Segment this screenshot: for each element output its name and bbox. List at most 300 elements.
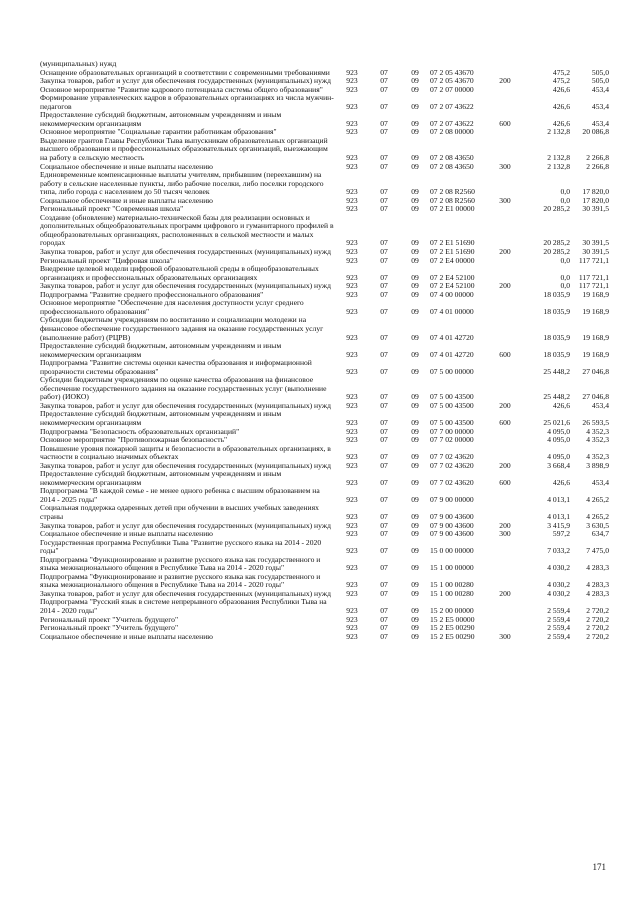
- row-code-vr: [490, 573, 520, 590]
- row-amount-1: 2 132,8: [547, 161, 570, 171]
- row-amount-2: 4 283,3: [586, 563, 609, 573]
- row-code-rz: 07: [380, 238, 388, 248]
- row-code-gr: 923: [346, 161, 358, 171]
- table-row: [40, 111, 609, 128]
- table-row: [40, 445, 609, 462]
- table-row: [40, 376, 609, 402]
- row-amount-2: 4 352,3: [586, 426, 609, 436]
- row-amount-1: 0,0: [560, 281, 570, 291]
- row-code-rz: 07: [380, 477, 388, 487]
- row-name: Подпрограмма "Русский язык в системе непрерывного образования Республики Тыва на 2014 - 2020 годы": [40, 597, 327, 615]
- row-code-pr: 09: [411, 477, 419, 487]
- row-name: Предоставление субсидий бюджетным, автономным учреждениям и иным некоммерческим организациям: [40, 110, 282, 128]
- table-row: [40, 171, 609, 197]
- row-code-vr: [490, 376, 520, 402]
- row-name: Оснащение образовательных организаций в соответствии с современными требованиями: [40, 67, 330, 77]
- row-code-vr: 200: [499, 400, 511, 410]
- table-row: [40, 633, 609, 642]
- row-code-vr: [490, 171, 520, 197]
- row-amount-2: 453,4: [591, 118, 609, 128]
- row-code-rz: 07: [380, 76, 388, 86]
- row-amount-1: 20 285,2: [543, 238, 570, 248]
- row-code-csr: 07 2 E4 52100: [430, 272, 475, 282]
- row-name: Основное мероприятие "Обеспечение для населения доступности услуг среднего профессионального образования": [40, 298, 304, 316]
- row-code-pr: 09: [411, 255, 419, 265]
- row-amount-1: 2 132,8: [547, 127, 570, 137]
- row-amount-2: 4 352,3: [586, 435, 609, 445]
- row-amount-2: 2 266,8: [586, 153, 609, 163]
- table-row: [40, 316, 609, 342]
- table-row: [40, 487, 609, 504]
- row-code-pr: 09: [411, 84, 419, 94]
- row-amount-2: 26 593,5: [582, 417, 609, 427]
- row-code-rz: 07: [380, 289, 388, 299]
- row-amount-1: 4 030,2: [547, 563, 570, 573]
- row-amount-1: 20 285,2: [543, 204, 570, 214]
- row-amount-2: 30 391,5: [582, 238, 609, 248]
- row-code-rz: 07: [380, 84, 388, 94]
- row-code-rz: 07: [380, 494, 388, 504]
- row-code-pr: 09: [411, 588, 419, 598]
- row-code-rz: 07: [380, 452, 388, 462]
- row-amount-1: 2 559,4: [547, 631, 570, 641]
- row-code-rz: 07: [380, 580, 388, 590]
- row-code-rz: 07: [380, 101, 388, 111]
- row-code-rz: 07: [380, 366, 388, 376]
- row-code-gr: 923: [346, 272, 358, 282]
- row-code-csr: 07 2 08 43650: [430, 161, 474, 171]
- row-code-gr: 923: [346, 529, 358, 539]
- row-amount-2: 453,4: [591, 477, 609, 487]
- row-amount-2: 453,4: [591, 84, 609, 94]
- row-name: Предоставление субсидий бюджетным, автономным учреждениям и иным некоммерческим организациям: [40, 409, 282, 427]
- row-code-csr: 07 7 02 43620: [430, 452, 474, 462]
- row-name: Региональный проект "Учитель будущего": [40, 614, 179, 624]
- row-name: Закупка товаров, работ и услуг для обеспечения государственных (муниципальных) нужд: [40, 247, 331, 257]
- row-name: Основное мероприятие "Социальные гарантии работникам образования": [40, 127, 277, 137]
- row-code-vr: 300: [499, 161, 511, 171]
- row-code-rz: 07: [380, 631, 388, 641]
- row-code-pr: 09: [411, 281, 419, 291]
- row-code-csr: 15 2 E5 00290: [430, 631, 475, 641]
- row-code-pr: 09: [411, 563, 419, 573]
- row-code-vr: 200: [499, 460, 511, 470]
- row-amount-2: 30 391,5: [582, 247, 609, 257]
- row-code-csr: 07 5 00 43500: [430, 417, 474, 427]
- row-amount-2: 4 265,2: [586, 494, 609, 504]
- row-amount-1: 2 559,4: [547, 623, 570, 633]
- row-code-gr: 923: [346, 520, 358, 530]
- row-code-csr: 07 2 08 R2560: [430, 187, 475, 197]
- row-amount-1: 18 035,9: [543, 332, 570, 342]
- row-code-pr: 09: [411, 118, 419, 128]
- row-code-gr: 923: [346, 606, 358, 615]
- row-code-csr: 07 2 07 43622: [430, 118, 474, 128]
- row-code-gr: 923: [346, 631, 358, 641]
- row-code-rz: 07: [380, 460, 388, 470]
- table-row: [40, 265, 609, 282]
- row-amount-2: 19 168,9: [582, 306, 609, 316]
- row-code-rz: 07: [380, 118, 388, 128]
- row-name: Предоставление субсидий бюджетным, автономным учреждениям и иным некоммерческим организациям: [40, 469, 282, 487]
- row-amount-2: 2 266,8: [586, 161, 609, 171]
- row-code-gr: 923: [346, 187, 358, 197]
- row-amount-2: 30 391,5: [582, 204, 609, 214]
- row-code-gr: 923: [346, 452, 358, 462]
- row-code-rz: 07: [380, 195, 388, 205]
- row-amount-1: 3 668,4: [547, 460, 570, 470]
- row-code-csr: 15 0 00 00000: [430, 546, 474, 556]
- row-code-pr: 09: [411, 76, 419, 86]
- budget-table-body: [40, 60, 609, 641]
- row-code-gr: 923: [346, 417, 358, 427]
- row-code-csr: 15 1 00 00280: [430, 588, 474, 598]
- row-name: Подпрограмма "Развитие системы оценки качества образования и информационной прозрачности системы образования": [40, 358, 312, 376]
- row-amount-1: 4 095,0: [547, 452, 570, 462]
- row-code-rz: 07: [380, 306, 388, 316]
- row-code-csr: 15 1 00 00280: [430, 580, 474, 590]
- row-name: Социальное обеспечение и иные выплаты населению: [40, 195, 213, 205]
- row-code-pr: 09: [411, 161, 419, 171]
- row-code-gr: 923: [346, 366, 358, 376]
- row-code-vr: [490, 428, 520, 437]
- row-name: Внедрение целевой модели цифровой образовательной среды в общеобразовательных организациях и профессиональных образовательных организациях: [40, 264, 319, 282]
- row-code-csr: 07 2 08 00000: [430, 127, 474, 137]
- row-name: Формирование управленческих кадров в образовательных организациях из числа мужчин-педагогов: [40, 93, 334, 111]
- row-code-rz: 07: [380, 255, 388, 265]
- row-code-rz: 07: [380, 417, 388, 427]
- row-code-pr: 09: [411, 460, 419, 470]
- row-code-vr: 200: [499, 588, 511, 598]
- page-number: 171: [592, 862, 606, 872]
- row-amount-2: 2 720,2: [586, 631, 609, 641]
- row-code-pr: 09: [411, 195, 419, 205]
- row-code-vr: 200: [499, 76, 511, 86]
- row-code-vr: 200: [499, 247, 511, 257]
- row-code-pr: 09: [411, 580, 419, 590]
- row-amount-2: 4 265,2: [586, 511, 609, 521]
- row-code-pr: 09: [411, 400, 419, 410]
- row-amount-1: 426,6: [552, 400, 570, 410]
- row-amount-1: 2 559,4: [547, 606, 570, 615]
- row-code-pr: 09: [411, 349, 419, 359]
- row-code-gr: 923: [346, 306, 358, 316]
- row-code-gr: 923: [346, 238, 358, 248]
- row-code-vr: [490, 60, 520, 69]
- row-amount-2: 2 720,2: [586, 623, 609, 633]
- row-code-gr: 923: [346, 477, 358, 487]
- row-code-rz: 07: [380, 187, 388, 197]
- budget-table: [40, 60, 609, 641]
- row-code-gr: 923: [346, 588, 358, 598]
- row-code-rz: 07: [380, 281, 388, 291]
- row-code-gr: 923: [346, 127, 358, 137]
- table-row: [40, 598, 609, 615]
- row-amount-2: 505,0: [591, 67, 609, 77]
- row-amount-1: 4 030,2: [547, 580, 570, 590]
- row-code-gr: 923: [346, 101, 358, 111]
- row-amount-1: 475,2: [552, 67, 570, 77]
- row-code-vr: [490, 137, 520, 163]
- row-amount-1: 18 035,9: [543, 349, 570, 359]
- row-name: Закупка товаров, работ и услуг для обеспечения государственных (муниципальных) нужд: [40, 281, 331, 291]
- row-code-pr: 09: [411, 101, 419, 111]
- row-amount-2: 3 630,5: [586, 520, 609, 530]
- row-code-pr: 09: [411, 520, 419, 530]
- row-code-pr: 09: [411, 435, 419, 445]
- row-code-csr: 07 9 00 43600: [430, 511, 474, 521]
- row-amount-1: 18 035,9: [543, 306, 570, 316]
- row-code-pr: 09: [411, 494, 419, 504]
- row-code-gr: 923: [346, 623, 358, 633]
- row-name: Социальное обеспечение и иные выплаты населению: [40, 161, 213, 171]
- row-code-rz: 07: [380, 563, 388, 573]
- row-code-vr: [490, 265, 520, 282]
- table-row: [40, 342, 609, 359]
- row-name: Государственная программа Республики Тыва "Развитие русского языка на 2014 - 2020 годы": [40, 537, 322, 556]
- row-code-gr: 923: [346, 289, 358, 299]
- row-code-vr: 600: [499, 349, 511, 359]
- row-amount-1: 475,2: [552, 76, 570, 86]
- row-amount-1: 2 559,4: [547, 614, 570, 624]
- row-amount-2: 7 475,0: [586, 546, 609, 556]
- row-code-gr: 923: [346, 494, 358, 504]
- row-name: Субсидии бюджетным учреждениям по оценке качества образования на финансовое обеспечение государственного задания на оказание государственных услуг (выполнение работ) (ИОКО): [40, 375, 327, 402]
- row-code-pr: 09: [411, 511, 419, 521]
- row-amount-2: 19 168,9: [582, 289, 609, 299]
- row-code-pr: 09: [411, 529, 419, 539]
- row-code-csr: 15 2 00 00000: [430, 606, 474, 615]
- row-amount-2: 505,0: [591, 76, 609, 86]
- row-name: Закупка товаров, работ и услуг для обеспечения государственных (муниципальных) нужд: [40, 520, 331, 530]
- row-amount-1: 4 095,0: [547, 435, 570, 445]
- row-amount-1: 25 448,2: [543, 366, 570, 376]
- row-code-vr: 300: [499, 195, 511, 205]
- row-code-gr: 923: [346, 247, 358, 257]
- row-amount-1: 4 013,1: [547, 494, 570, 504]
- row-code-csr: 07 2 07 00000: [430, 84, 474, 94]
- row-name: Региональный проект "Цифровая школа": [40, 255, 173, 265]
- row-code-vr: [490, 539, 520, 556]
- row-amount-1: 7 033,2: [547, 546, 570, 556]
- row-name: Закупка товаров, работ и услуг для обеспечения государственных (муниципальных) нужд: [40, 400, 331, 410]
- row-code-pr: 09: [411, 546, 419, 556]
- row-code-vr: [490, 214, 520, 248]
- row-code-csr: 15 2 E5 00290: [430, 623, 475, 633]
- row-amount-1: 20 285,2: [543, 247, 570, 257]
- row-code-rz: 07: [380, 204, 388, 214]
- row-code-csr: 15 2 E5 00000: [430, 614, 475, 624]
- row-amount-2: 4 283,3: [586, 580, 609, 590]
- row-code-rz: 07: [380, 614, 388, 624]
- row-code-csr: 07 4 01 00000: [430, 306, 474, 316]
- row-name: Подпрограмма "В каждой семье - не менее одного ребенка с высшим образованием на 2014 - 2025 годы": [40, 486, 320, 504]
- row-amount-2: 3 898,9: [586, 460, 609, 470]
- row-code-gr: 923: [346, 195, 358, 205]
- row-amount-1: 426,6: [552, 477, 570, 487]
- row-code-gr: 923: [346, 400, 358, 410]
- row-code-csr: 07 7 02 43620: [430, 460, 474, 470]
- row-code-rz: 07: [380, 623, 388, 633]
- row-amount-1: 25 021,6: [543, 417, 570, 427]
- row-code-pr: 09: [411, 67, 419, 77]
- row-amount-1: 597,2: [552, 529, 570, 539]
- row-amount-2: 17 820,0: [582, 195, 609, 205]
- table-row: [40, 94, 609, 111]
- row-amount-2: 2 720,2: [586, 614, 609, 624]
- row-code-gr: 923: [346, 614, 358, 624]
- row-code-rz: 07: [380, 67, 388, 77]
- row-code-rz: 07: [380, 520, 388, 530]
- row-name: Закупка товаров, работ и услуг для обеспечения государственных (муниципальных) нужд: [40, 588, 331, 598]
- row-name: Предоставление субсидий бюджетным, автономным учреждениям и иным некоммерческим организациям: [40, 341, 282, 359]
- row-name: Подпрограмма "Функционирование и развитие русского языка как государственного и языка межнационального общения в Республике Тыва на 2014 - 2020 годы": [40, 554, 321, 573]
- row-code-csr: 07 4 01 42720: [430, 349, 474, 359]
- row-amount-1: 4 030,2: [547, 588, 570, 598]
- row-amount-2: 117 721,1: [578, 255, 609, 265]
- row-code-vr: [490, 436, 520, 445]
- row-code-gr: 923: [346, 153, 358, 163]
- row-code-gr: 923: [346, 118, 358, 128]
- row-code-csr: 07 2 08 43650: [430, 153, 474, 163]
- row-amount-1: 4 095,0: [547, 426, 570, 436]
- row-code-csr: 07 2 08 R2560: [430, 195, 475, 205]
- row-name: Выделение грантов Главы Республики Тыва выпускникам образовательных организаций высшего образования и профессиональных образовательных организаций, выезжающим на работу в сельскую местность: [40, 135, 328, 163]
- row-code-csr: 07 5 00 43500: [430, 392, 474, 402]
- row-code-csr: 07 7 02 00000: [430, 435, 474, 445]
- row-amount-2: 19 168,9: [582, 332, 609, 342]
- row-code-vr: [490, 128, 520, 137]
- row-code-vr: [490, 445, 520, 462]
- row-code-pr: 09: [411, 272, 419, 282]
- row-amount-2: 17 820,0: [582, 187, 609, 197]
- row-code-pr: 09: [411, 426, 419, 436]
- row-name: Закупка товаров, работ и услуг для обеспечения государственных (муниципальных) нужд: [40, 76, 331, 86]
- row-code-csr: 07 7 02 43620: [430, 477, 474, 487]
- row-code-gr: 923: [346, 332, 358, 342]
- row-amount-2: 4 283,3: [586, 588, 609, 598]
- row-code-csr: 07 2 E4 52100: [430, 281, 475, 291]
- row-code-csr: 07 2 E1 00000: [430, 204, 475, 214]
- row-code-vr: 300: [499, 529, 511, 539]
- row-code-vr: 300: [499, 631, 511, 641]
- row-code-vr: 200: [499, 281, 511, 291]
- row-amount-2: 2 720,2: [586, 606, 609, 615]
- row-code-pr: 09: [411, 366, 419, 376]
- row-code-vr: [490, 359, 520, 376]
- row-code-rz: 07: [380, 127, 388, 137]
- row-code-vr: [490, 299, 520, 316]
- table-row: [40, 410, 609, 427]
- table-row: [40, 214, 609, 248]
- row-code-vr: [490, 487, 520, 504]
- row-code-csr: 07 4 01 42720: [430, 332, 474, 342]
- row-amount-2: 4 352,3: [586, 452, 609, 462]
- row-code-csr: 07 9 00 43600: [430, 520, 474, 530]
- row-code-csr: 07 2 E1 51690: [430, 238, 475, 248]
- row-code-gr: 923: [346, 426, 358, 436]
- row-code-pr: 09: [411, 452, 419, 462]
- row-code-csr: 07 7 00 00000: [430, 426, 474, 436]
- row-code-rz: 07: [380, 272, 388, 282]
- row-code-csr: 07 2 05 43670: [430, 76, 474, 86]
- row-code-pr: 09: [411, 306, 419, 316]
- row-code-pr: 09: [411, 153, 419, 163]
- row-amount-1: 0,0: [560, 187, 570, 197]
- row-code-pr: 09: [411, 623, 419, 633]
- row-amount-1: 4 013,1: [547, 511, 570, 521]
- row-name: Подпрограмма "Безопасность образовательных организаций": [40, 426, 240, 436]
- row-code-rz: 07: [380, 606, 388, 615]
- row-code-rz: 07: [380, 426, 388, 436]
- row-amount-2: 453,4: [591, 400, 609, 410]
- row-code-gr: 923: [346, 511, 358, 521]
- row-name: Подпрограмма "Функционирование и развитие русского языка как государственного и языка межнационального общения в Республике Тыва на 2014 - 2020 годы": [40, 571, 321, 590]
- row-code-gr: 923: [346, 580, 358, 590]
- table-row: [40, 299, 609, 316]
- row-code-csr: 07 9 00 00000: [430, 494, 474, 504]
- row-code-vr: [490, 86, 520, 95]
- row-code-vr: [490, 257, 520, 266]
- row-code-gr: 923: [346, 281, 358, 291]
- row-code-vr: [490, 291, 520, 300]
- row-code-rz: 07: [380, 546, 388, 556]
- row-code-rz: 07: [380, 153, 388, 163]
- row-amount-2: 117 721,1: [578, 272, 609, 282]
- row-name: Закупка товаров, работ и услуг для обеспечения государственных (муниципальных) нужд: [40, 460, 331, 470]
- row-code-csr: 07 4 00 00000: [430, 289, 474, 299]
- row-code-vr: [490, 94, 520, 111]
- row-code-pr: 09: [411, 417, 419, 427]
- row-code-gr: 923: [346, 349, 358, 359]
- row-code-csr: 15 1 00 00000: [430, 563, 474, 573]
- row-amount-1: 426,6: [552, 101, 570, 111]
- row-amount-1: 426,6: [552, 84, 570, 94]
- row-name: (муниципальных) нужд: [40, 59, 117, 68]
- row-code-pr: 09: [411, 187, 419, 197]
- row-amount-1: 0,0: [560, 255, 570, 265]
- row-code-vr: [490, 556, 520, 573]
- row-code-rz: 07: [380, 511, 388, 521]
- row-code-csr: 07 9 00 43600: [430, 529, 474, 539]
- row-code-pr: 09: [411, 332, 419, 342]
- row-code-vr: 600: [499, 417, 511, 427]
- row-code-pr: 09: [411, 238, 419, 248]
- row-amount-2: 27 046,8: [582, 366, 609, 376]
- row-amount-2: 27 046,8: [582, 392, 609, 402]
- row-amount-1: 25 448,2: [543, 392, 570, 402]
- row-code-csr: 07 2 E4 00000: [430, 255, 475, 265]
- row-code-vr: [490, 598, 520, 615]
- row-name: Региональный проект "Учитель будущего": [40, 623, 179, 633]
- row-code-vr: [490, 616, 520, 625]
- table-row: [40, 470, 609, 487]
- row-amount-2: 634,7: [591, 529, 609, 539]
- row-code-vr: [490, 316, 520, 342]
- row-amount-1: 426,6: [552, 118, 570, 128]
- table-row: [40, 539, 609, 556]
- row-amount-1: 18 035,9: [543, 289, 570, 299]
- row-name: Повышение уровня пожарной защиты и безопасности в образовательных организациях, в частности в социально значимых объектах: [40, 443, 331, 462]
- row-code-rz: 07: [380, 588, 388, 598]
- row-amount-2: 453,4: [591, 101, 609, 111]
- row-name: Единовременные компенсационные выплаты учителям, прибывшим (переехавшим) на работу в сельские населенные пункты, либо рабочие поселки, либо поселки городского типа, либо города с населением до 50 тысяч человек: [40, 170, 324, 197]
- row-name: Основное мероприятие "Развитие кадрового потенциала системы общего образования": [40, 84, 323, 94]
- row-name: Создание (обновление) материально-технической базы для реализации основных и дополнительных общеобразовательных программ цифрового и гуманитарного профилей в общеобразовательных организациях, расположенных в сельской местности и малых городах: [40, 212, 334, 248]
- row-code-vr: 200: [499, 520, 511, 530]
- row-code-rz: 07: [380, 332, 388, 342]
- row-code-gr: 923: [346, 67, 358, 77]
